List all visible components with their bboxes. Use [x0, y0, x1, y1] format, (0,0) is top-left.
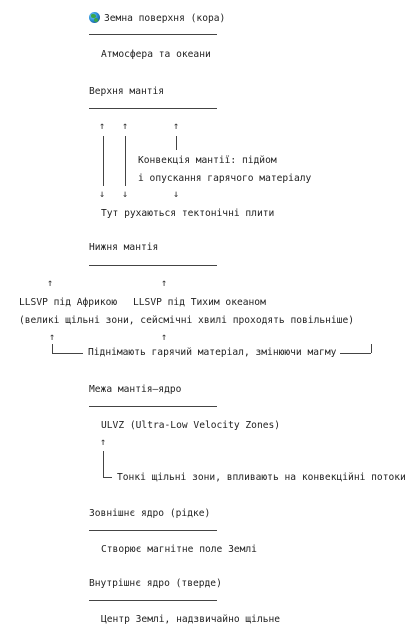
crust-desc: Атмосфера та океани — [101, 49, 211, 60]
upper-right-flow-line — [176, 136, 177, 150]
ulvz-desc: Тонкі щільні зони, впливають на конвекційні потоки — [117, 472, 406, 483]
upper-middle-down-arrow-icon: ↓ — [122, 189, 129, 200]
crust-title: Земна поверхня (кора) — [104, 13, 226, 24]
cmb-underline — [89, 406, 217, 407]
connector-left-riser — [52, 344, 53, 353]
llsvp-africa-label: LLSVP під Африкою — [19, 297, 118, 308]
upper-left-flow-line — [103, 136, 104, 186]
upper-left-up-arrow-icon: ↑ — [99, 121, 106, 132]
outer-core-underline — [89, 530, 217, 531]
upper-left-down-arrow-icon: ↓ — [99, 189, 106, 200]
connector-right-riser — [371, 344, 372, 353]
crust-underline — [89, 34, 217, 35]
convection-text-line2: і опускання гарячого матеріалу — [138, 173, 312, 184]
upper-mantle-title: Верхня мантія — [89, 86, 165, 97]
inner-core-desc: Центр Землі, надзвичайно щільне — [101, 614, 281, 625]
ulvz-label: ULVZ (Ultra-Low Velocity Zones) — [101, 420, 281, 431]
inner-core-title: Внутрішнє ядро (тверде) — [89, 578, 222, 589]
tectonic-plates-text: Тут рухаються тектонічні плити — [101, 208, 275, 219]
ulvz-connector-horizontal — [103, 477, 112, 478]
upper-middle-flow-line — [125, 136, 126, 186]
connector-left-up-arrow-icon: ↑ — [49, 332, 56, 343]
llsvp-pacific-label: LLSVP під Тихим океаном — [133, 297, 266, 308]
lower-mantle-underline — [89, 265, 217, 266]
ulvz-connector-vertical — [103, 451, 104, 477]
inner-core-underline — [89, 600, 217, 601]
cmb-title: Межа мантія–ядро — [89, 384, 182, 395]
connector-right-up-arrow-icon: ↑ — [161, 332, 168, 343]
llsvp-africa-up-arrow-icon: ↑ — [47, 278, 54, 289]
outer-core-desc: Створює магнітне поле Землі — [101, 544, 257, 555]
connector-right-line — [340, 353, 371, 354]
upper-right-up-arrow-icon: ↑ — [173, 121, 180, 132]
outer-core-title: Зовнішнє ядро (рідке) — [89, 508, 211, 519]
upper-middle-up-arrow-icon: ↑ — [122, 121, 129, 132]
crust-heading — [89, 12, 225, 25]
lower-mantle-title: Нижня мантія — [89, 242, 159, 253]
earth-globe-icon — [89, 12, 100, 23]
connector-text: Піднімають гарячий матеріал, змінюючи магму — [88, 347, 337, 358]
convection-text-line1: Конвекція мантії: підйом — [138, 155, 277, 166]
upper-mantle-underline — [89, 108, 217, 109]
connector-left-line — [52, 353, 83, 354]
llsvp-desc: (великі щільні зони, сейсмічні хвилі проходять повільніше) — [19, 315, 355, 326]
ulvz-up-arrow-icon: ↑ — [100, 437, 107, 448]
upper-right-down-arrow-icon: ↓ — [173, 189, 180, 200]
llsvp-pacific-up-arrow-icon: ↑ — [161, 278, 168, 289]
